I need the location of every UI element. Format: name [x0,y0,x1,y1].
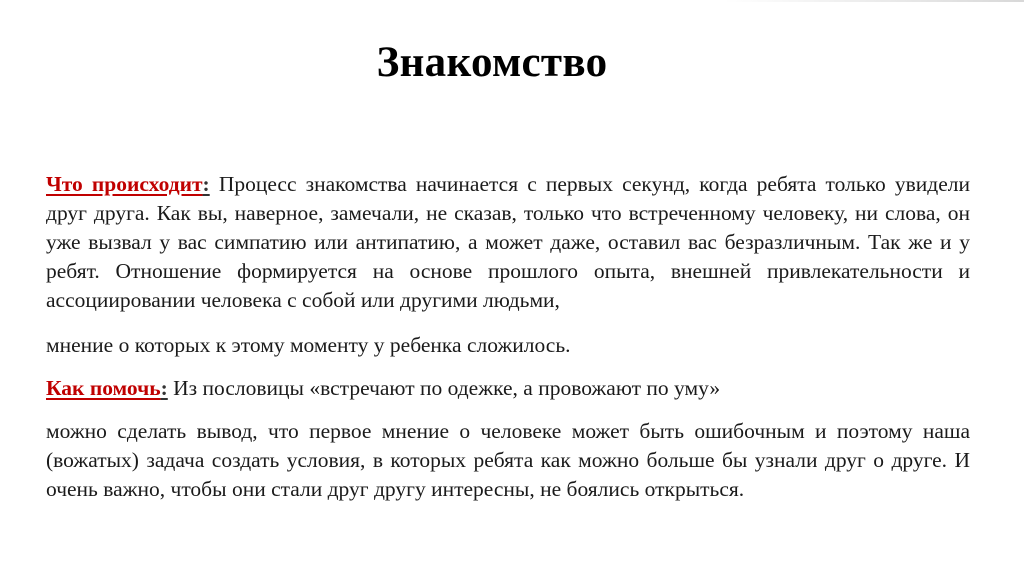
label-what-happens-colon: : [202,172,210,196]
slide-content [46,170,970,520]
label-how-to-help-colon: : [160,376,168,400]
paragraph-how-to-help [46,374,970,403]
paragraph-continuation: мнение о которых к этому моменту у ребенка сложилось. [46,333,571,357]
paragraph-what-happens-text: Процесс знакомства начинается с первых секунд, когда ребята только увидели друг друга. Как вы, наверное, замечали, не сказав, только что встреченному человеку, ни слова, он уже вызвал у вас симпатию или антипатию, а может даже, оставил вас безразличным. Так же и у ребят. Отношение формируется на основе прошлого опыта, внешней привлекательности и ассоциировании человека с собой или другими людьми, [46,172,970,312]
slide-title: Знакомство [376,39,608,86]
paragraph-conclusion: можно сделать вывод, что первое мнение о человеке может быть ошибочным и поэтому наша (вожатых) задача создать условия, в которых ребята как можно больше бы узнали друг о друге. И очень важно, чтобы они стали друг другу интересны, не боялись открыться. [46,419,970,501]
label-how-to-help: Как помочь [46,376,161,400]
label-what-happens: Что происходит [46,172,203,196]
top-edge-line [724,0,1024,2]
paragraph-what-happens [46,170,970,315]
paragraph-how-to-help-text: Из пословицы «встречают по одежке, а провожают по уму» [167,376,721,400]
